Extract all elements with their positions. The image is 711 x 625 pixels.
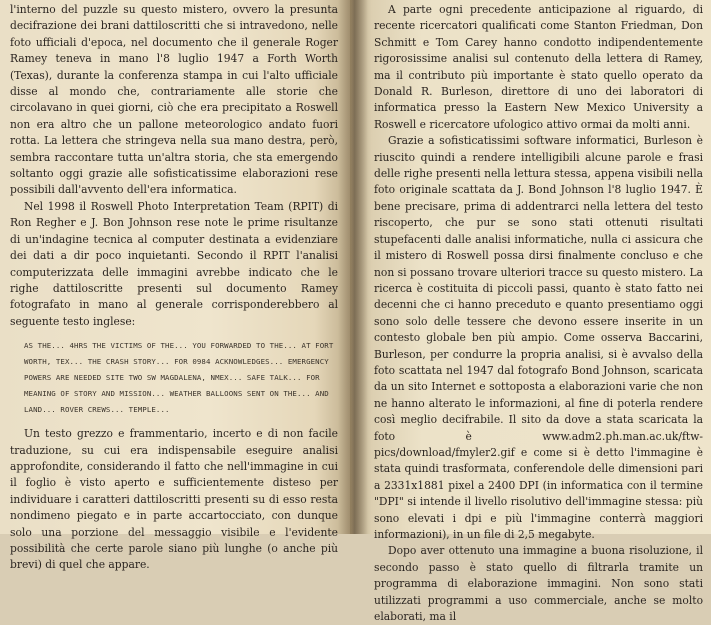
right-paragraph-1: A parte ogni precedente anticipazione al riguardo, di recente ricercatori qualificati come Stanton Friedman, Don Schmitt e Tom Carey hanno condotto indipendentemente rigorosissime analisi sul contenuto della lettera di Ramey, ma il contributo più importante è stato quello operato da Donald R. Burleson, direttore di uno dei laboratori di informatica presso la Eastern New Mexico University a Roswell e ricercatore ufologico attivo ormai da molti anni. [374, 3, 703, 131]
right-paragraph-3: Dopo aver ottenuto una immagine a buona risoluzione, il secondo passo è stato quello di filtrarla tramite un programma di elaborazione immagini. Non sono stati utilizzati programmi a uso commerciale, anche se molto elaborati, ma il [374, 544, 703, 624]
decoded-transcript: AS THE... 4HRS THE VICTIMS OF THE... YOU FORWARDED TO THE... AT FORT WORTH, TEX... THE CRASH STORY... FOR 0984 ACKNOWLEDGES... EMERGENCY POWERS ARE NEEDED SITE TWO SW MAGDALENA, NMEX... SAFE TALK... FOR MEANING OF STORY AND MISSION... WEATHER BALLOONS SENT ON THE... AND LAND... ROVER CREWS... TEMPLE... [24, 341, 334, 415]
left-paragraph-3: Un testo grezzo e frammentario, incerto e di non facile traduzione, su cui era indispensabile eseguire analisi approfondite, considerando il fatto che nell'immagine in cui il foglio è visto aperto e sufficientemente disteso per individuare i caratteri dattiloscritti presenti su di esso resta nondimeno piegato e in parte accartocciato, con dunque solo una porzione del messaggio visibile e l'evidente possibilità che certe parole siano più lunghe (o anche più brevi) di quel che appare. [10, 427, 338, 572]
left-paragraph-1: l'interno del puzzle su questo mistero, ovvero la presunta decifrazione dei brani dattiloscritti che si intravedono, nelle foto ufficiali d'epoca, nel documento che il generale Roger Ramey teneva in mano l'8 luglio 1947 a Forth Worth (Texas), durante la conferenza stampa in cui l'alto ufficiale disse al mondo che, contrariamente alle storie che circolavano in quei giorni, ciò che era precipitato a Roswell non era altro che un pallone meteorologico andato fuori rotta. La lettera che stringeva nella sua mano destra, però, sembra raccontare tutta un'altra storia, che sta emergendo soltanto oggi grazie alle sofisticatissime elaborazioni rese possibili dall'avvento dell'era informatica. [10, 3, 338, 197]
right-page [350, 0, 711, 624]
left-paragraph-2: Nel 1998 il Roswell Photo Interpretation Team (RPIT) di Ron Regher e J. Bon Johnson rese note le prime risultanze di un'indagine tecnica al computer destinata a evidenziare dei dati a dir poco inquietanti. Secondo il RPIT l'analisi computerizzata delle immagini avrebbe indicato che le righe dattiloscritte presenti sul documento Ramey fotografato in mano al generale corrisponderebbero al seguente testo inglese: [10, 199, 338, 328]
right-paragraph-2: Grazie a sofisticatissimi software informatici, Burleson è riuscito quindi a rendere intelligibili alcune parole e frasi delle righe presenti nella lettura stessa, appena visibili nella foto originale scattata da J. Bond Johnson l'8 luglio 1947. È bene precisare, prima di addentrarci nella lettera del testo riscoperto, che pur se sono stati ottenuti risultati stupefacenti dalle analisi informatiche, nulla ci assicura che il mistero di Roswell possa dirsi finalmente concluso e che non si possano trovare ulteriori tracce su questo mistero. La ricerca è costituita di piccoli passi, quanto è stato fatto nei decenni che ci hanno preceduto e quanto presentiamo oggi sono solo delle tessere che devono essere inserite in un contesto globale ben più ampio. Come osserva Baccarini, Burleson, per condurre la propria analisi, si è avvalso della foto scattata nel 1947 dal fotografo Bond Johnson, scaricata da un sito Internet e sottoposta a elaborazioni varie che non ne hanno alterato le informazioni, al fine di poterla rendere così meglio decifrabile. Il sito da dove a stata scaricata la foto è www.adm2.ph.man.ac.uk/ftw-pics/download/fmyler2.gif e come si è detto l'immagine è stata quindi trasformata, conferendole delle dimensioni pari a 2331x1881 pixel a 2400 DPI (in informatica con il termine "DPI" si intende il livello risolutivo dell'immagine stessa: più sono elevati i dpi e più l'immagine conterrà maggiori informazioni), in un file di 2,5 megabyte. [374, 134, 703, 541]
left-page [0, 0, 350, 572]
